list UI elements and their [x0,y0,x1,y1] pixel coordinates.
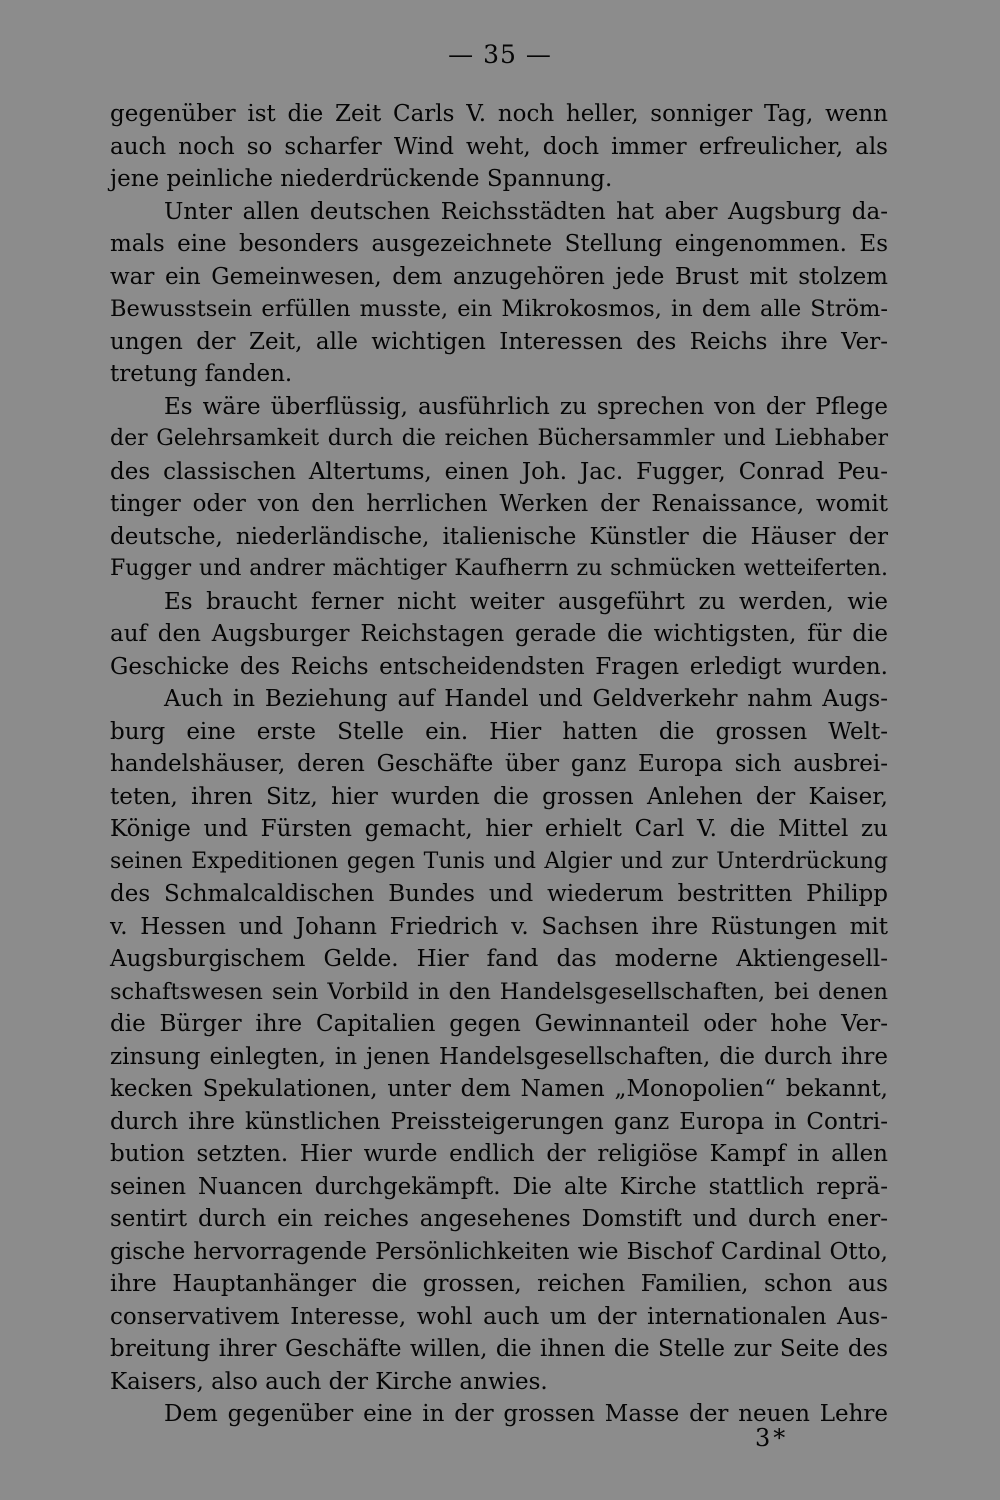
text-line: Bewusstsein erfüllen musste, ein Mikrokosmos, in dem alle Ström- [110,296,888,322]
text-line: Dem gegenüber eine in der grossen Masse der neuen Lehre [164,1401,888,1427]
text-line: Fugger und andrer mächtiger Kaufherrn zu schmücken wetteiferten. [110,556,888,581]
text-line: jene peinliche niederdrückende Spannung. [110,166,613,192]
text-line: auf den Augsburger Reichstagen gerade die wichtigsten, für die [110,621,888,647]
text-line: war ein Gemeinwesen, dem anzugehören jede Brust mit stolzem [110,263,888,290]
text-line: gegenüber ist die Zeit Carls V. noch heller, sonniger Tag, wenn [110,101,888,127]
text-line: der Gelehrsamkeit durch die reichen Büchersammler und Liebhaber [110,426,888,451]
text-line: des Schmalcaldischen Bundes und wiederum bestritten Philipp [110,881,888,907]
text-line: schaftswesen sein Vorbild in den Handelsgesellschaften, bei denen [110,978,888,1005]
text-line: seinen Expeditionen gegen Tunis und Algier und zur Unterdrückung [110,848,888,874]
text-line: conservativem Interesse, wohl auch um der internationalen Aus- [110,1303,888,1330]
text-line: bution setzten. Hier wurde endlich der religiöse Kampf in allen [110,1141,888,1167]
text-line: auch noch so scharfer Wind weht, doch immer erfreulicher, als [110,133,888,160]
text-line: ungen der Zeit, alle wichtigen Interessen des Reichs ihre Ver- [110,328,888,355]
text-line: zinsung einlegten, in jenen Handelsgesellschaften, die durch ihre [110,1043,888,1070]
text-line: Es wäre überflüssig, ausführlich zu sprechen von der Pflege [164,393,888,420]
text-line: seinen Nuancen durchgekämpft. Die alte Kirche stattlich reprä- [110,1173,888,1200]
text-line: kecken Spekulationen, unter dem Namen „Monopolien“ bekannt, [110,1076,888,1102]
text-line: durch ihre künstlichen Preissteigerungen ganz Europa in Contri- [110,1108,888,1135]
page-body-text [110,98,888,1431]
text-line: die Bürger ihre Capitalien gegen Gewinnanteil oder hohe Ver- [110,1011,888,1037]
text-line: tretung fanden. [110,361,293,387]
text-line: mals eine besonders ausgezeichnete Stellung eingenommen. Es [110,231,888,257]
text-line: Geschicke des Reichs entscheidendsten Fragen erledigt wurden. [110,653,888,680]
text-line: Augsburgischem Gelde. Hier fand das moderne Aktiengesell- [110,946,888,972]
text-line: deutsche, niederländische, italienische Künstler die Häuser der [110,523,888,550]
text-line: gische hervorragende Persönlichkeiten wie Bischof Cardinal Otto, [110,1238,888,1265]
text-line: des classischen Altertums, einen Joh. Jac. Fugger, Conrad Peu- [110,458,888,485]
text-line: ihre Hauptanhänger die grossen, reichen Familien, schon aus [110,1271,888,1297]
text-line: Es braucht ferner nicht weiter ausgeführt zu werden, wie [164,588,888,615]
text-line: handelshäuser, deren Geschäfte über ganz Europa sich ausbrei- [110,751,888,777]
text-line: burg eine erste Stelle ein. Hier hatten die grossen Welt- [110,718,888,745]
text-line: teten, ihren Sitz, hier wurden die grossen Anlehen der Kaiser, [110,783,888,810]
text-line: sentirt durch ein reiches angesehenes Domstift und durch ener- [110,1206,888,1232]
text-line: breitung ihrer Geschäfte willen, die ihnen die Stelle zur Seite des [110,1336,888,1362]
text-line: Kaisers, also auch der Kirche anwies. [110,1368,548,1395]
text-line: tinger oder von den herrlichen Werken der Renaissance, womit [110,491,888,517]
printer-signature-mark: 3* [755,1424,789,1452]
page-number-header: — 35 — [448,40,552,69]
text-line: Könige und Fürsten gemacht, hier erhielt Carl V. die Mittel zu [110,816,888,842]
text-line: Auch in Beziehung auf Handel und Geldverkehr nahm Augs- [164,686,888,712]
text-line: v. Hessen und Johann Friedrich v. Sachsen ihre Rüstungen mit [110,913,888,940]
text-line: Unter allen deutschen Reichsstädten hat aber Augsburg da- [164,198,888,225]
